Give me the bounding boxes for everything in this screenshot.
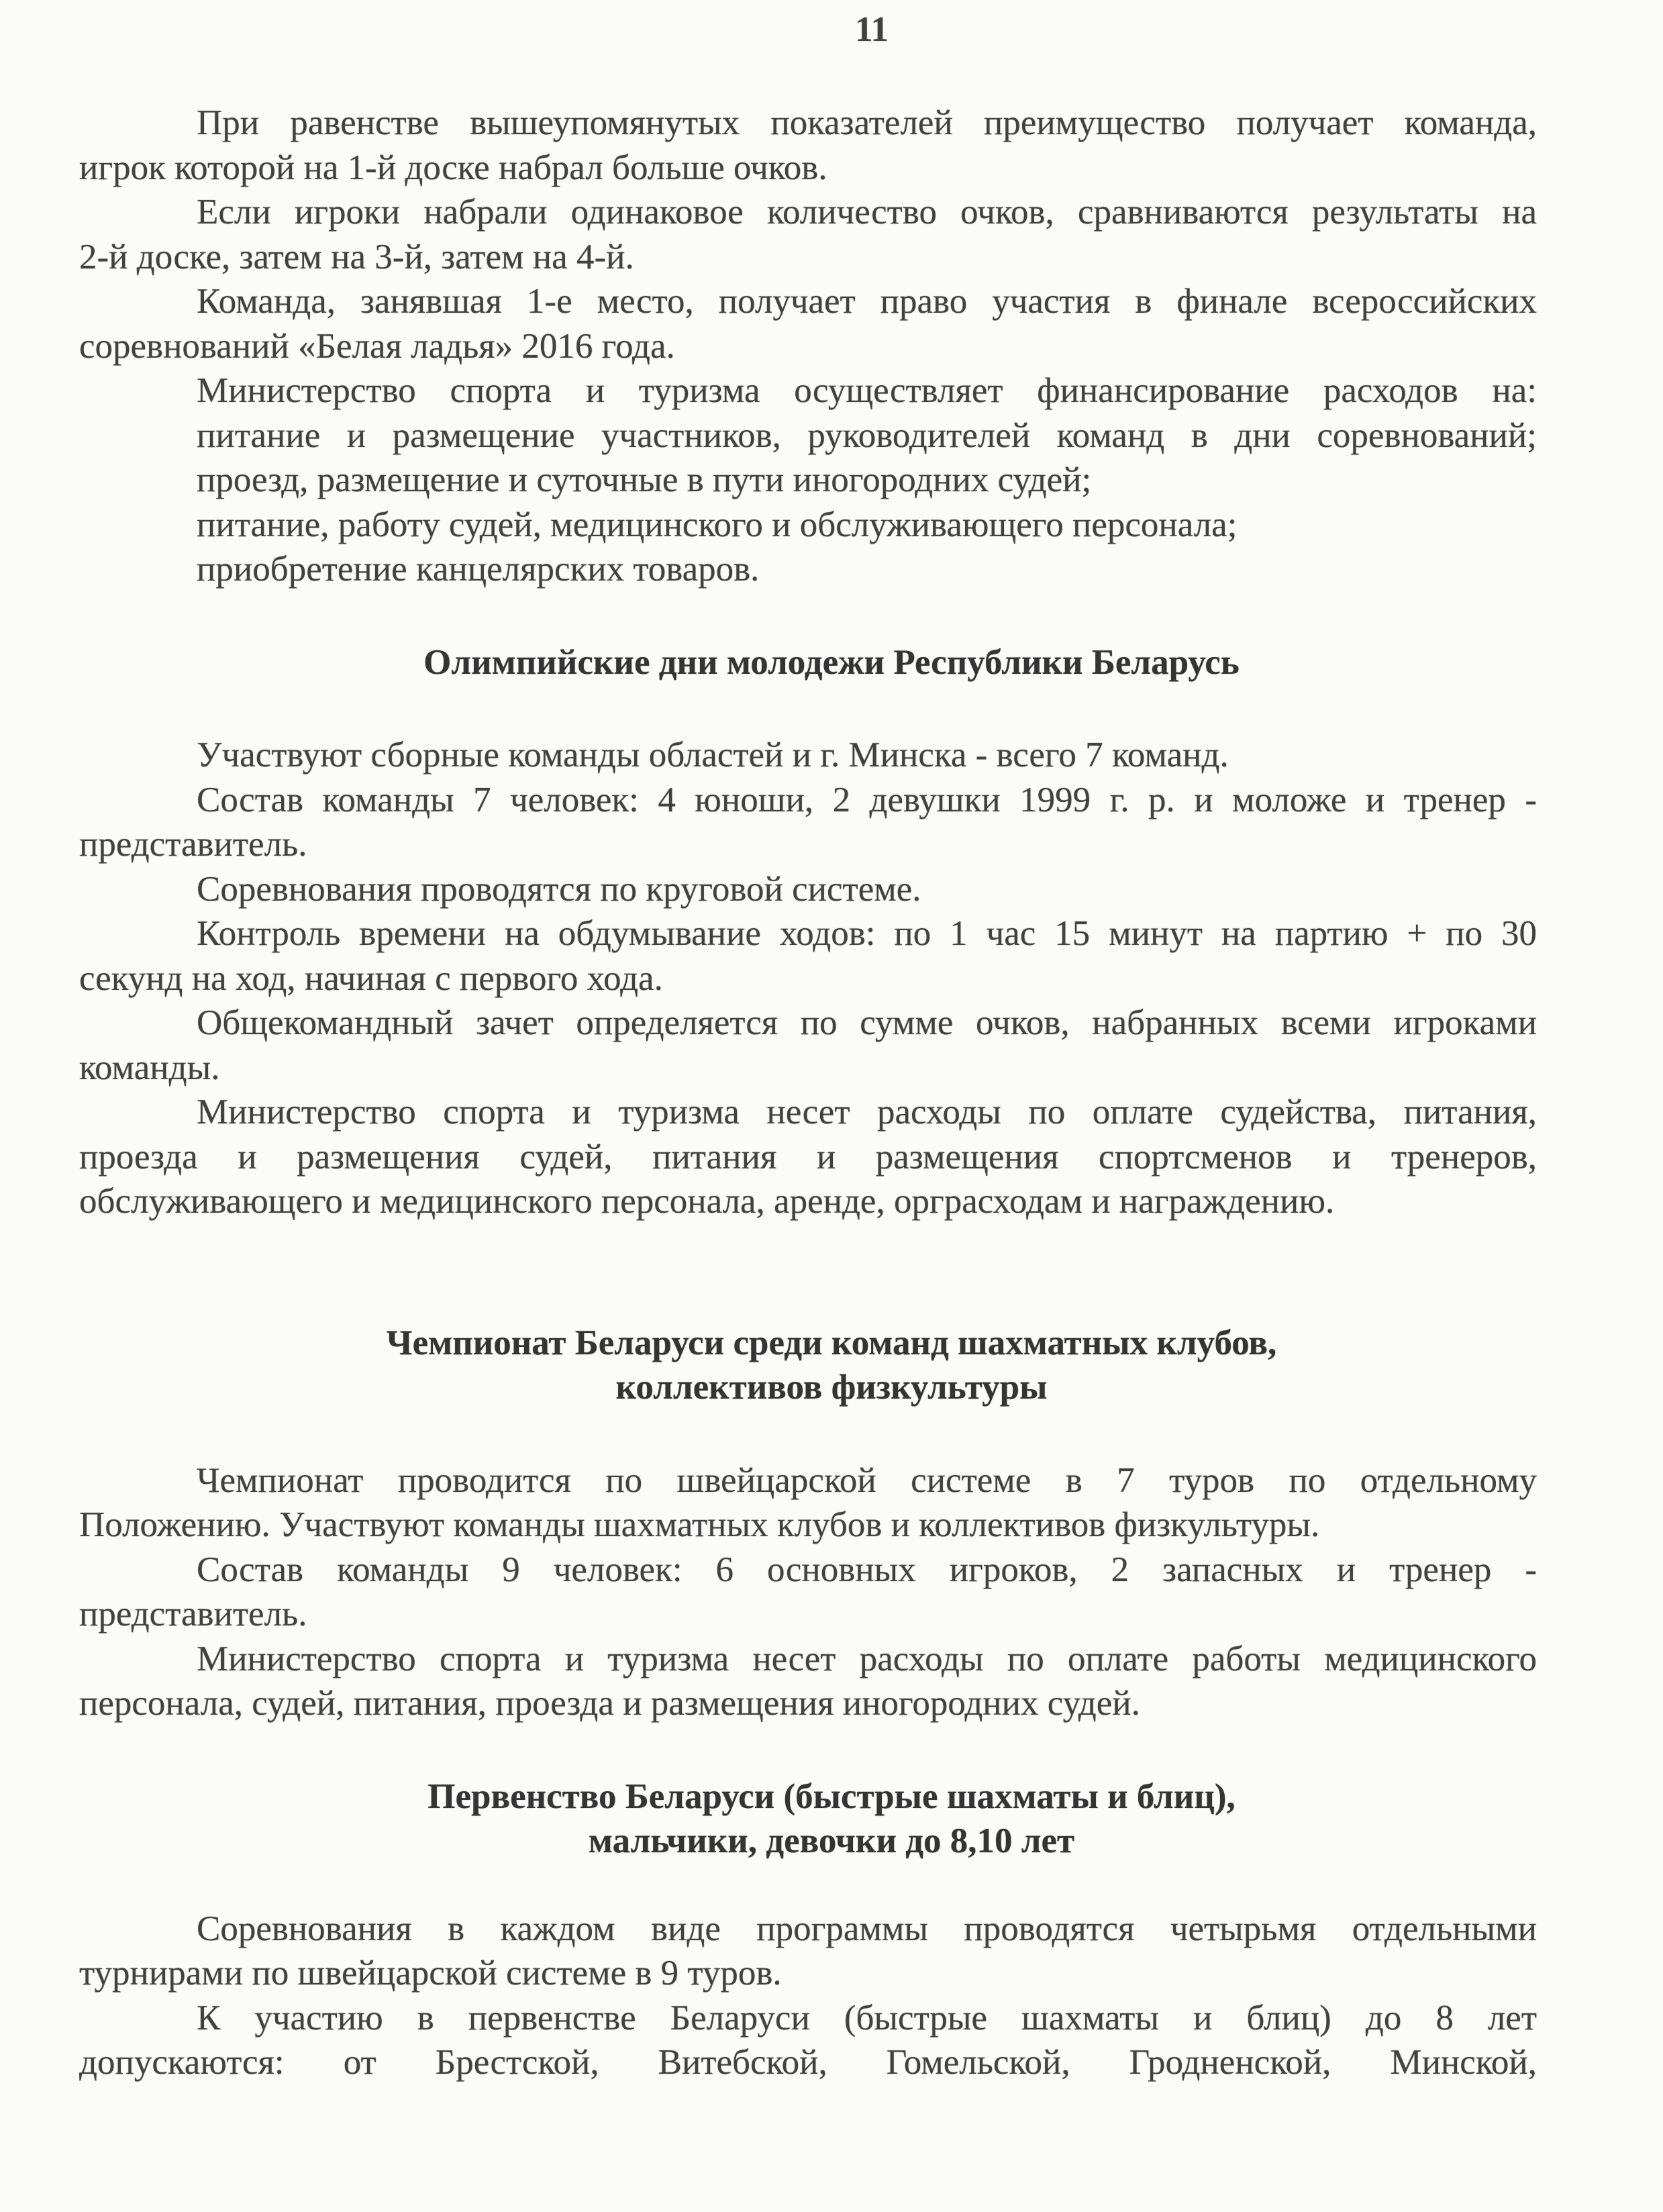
- text-line: секунд на ход, начиная с первого хода.: [79, 958, 663, 998]
- text-line: обслуживающего и медицинского персонала, аренде, орграсходам и награждению.: [79, 1182, 1335, 1221]
- text-line: Министерство спорта и туризма несет расходы по оплате судейства, питания,: [197, 1093, 1537, 1132]
- text-line: 2-й доске, затем на 3-й, затем на 4-й.: [79, 237, 634, 276]
- text-line: соревнований «Белая ладья» 2016 года.: [79, 326, 675, 366]
- vertical-gap: [79, 1410, 1537, 1458]
- text-line: команды.: [79, 1048, 220, 1087]
- text-line: питание, работу судей, медицинского и обслуживающего персонала;: [197, 505, 1238, 544]
- page-number: 11: [854, 10, 889, 49]
- text-line: Контроль времени на обдумывание ходов: по 1 час 15 минут на партию + по 30: [197, 914, 1537, 953]
- text-line: проезд, размещение и суточные в пути иногородних судей;: [197, 460, 1092, 499]
- text-line: Положению. Участвуют команды шахматных клубов и коллективов физкультуры.: [79, 1505, 1320, 1544]
- text-line: допускаются: от Брестской, Витебской, Гомельской, Гродненской, Минской,: [79, 2043, 1537, 2082]
- vertical-gap: [79, 1224, 1537, 1272]
- text-line: персонала, судей, питания, проезда и размещения иногородних судей.: [79, 1684, 1140, 1723]
- vertical-gap: [79, 1272, 1537, 1321]
- text-line: При равенстве вышеупомянутых показателей преимущество получает команда,: [197, 103, 1537, 142]
- text-line: представитель.: [79, 825, 307, 864]
- section-heading-line: Чемпионат Беларуси среди команд шахматных клубов,: [386, 1323, 1277, 1362]
- text-line: Состав команды 9 человек: 6 основных игроков, 2 запасных и тренер -: [197, 1550, 1537, 1589]
- vertical-gap: [79, 1864, 1537, 1907]
- text-line: Соревнования проводятся по круговой системе.: [197, 869, 921, 909]
- section-heading-line: коллективов физкультуры: [615, 1368, 1048, 1407]
- text-line: приобретение канцелярских товаров.: [197, 550, 760, 589]
- text-line: Состав команды 7 человек: 4 юноши, 2 девушки 1999 г. р. и моложе и тренер -: [197, 780, 1537, 819]
- text-line: Общекомандный зачет определяется по сумме очков, набранных всеми игроками: [197, 1003, 1537, 1042]
- vertical-gap: [79, 1726, 1537, 1774]
- vertical-gap: [79, 592, 1537, 640]
- section-heading-line: мальчики, девочки до 8,10 лет: [588, 1821, 1075, 1860]
- text-line: турнирами по швейцарской системе в 9 туров.: [79, 1954, 782, 1993]
- text-line: Соревнования в каждом виде программы проводятся четырьмя отдельными: [197, 1909, 1537, 1948]
- text-line: Министерство спорта и туризма несет расходы по оплате работы медицинского: [197, 1639, 1537, 1678]
- text-line: проезда и размещения судей, питания и размещения спортсменов и тренеров,: [79, 1137, 1537, 1176]
- vertical-gap: [79, 685, 1537, 733]
- text-line: Министерство спорта и туризма осуществляет финансирование расходов на:: [197, 371, 1537, 410]
- text-line: питание и размещение участников, руководителей команд в дни соревнований;: [197, 415, 1537, 455]
- text-line: Чемпионат проводится по швейцарской системе в 7 туров по отдельному: [197, 1460, 1537, 1500]
- text-line: Команда, занявшая 1-е место, получает право участия в финале всероссийских: [197, 282, 1537, 321]
- section-heading-line: Первенство Беларуси (быстрые шахматы и блиц),: [427, 1776, 1236, 1816]
- text-line: Участвуют сборные команды областей и г. Минска - всего 7 команд.: [197, 736, 1229, 774]
- text-line: игрок которой на 1-й доске набрал больше очков.: [79, 148, 827, 187]
- text-line: представитель.: [79, 1595, 307, 1633]
- document-content: [79, 101, 1537, 2085]
- section-heading-line: Олимпийские дни молодежи Республики Беларусь: [423, 642, 1240, 682]
- text-line: К участию в первенстве Беларуси (быстрые шахматы и блиц) до 8 лет: [197, 1998, 1537, 2038]
- text-line: Если игроки набрали одинаковое количество очков, сравниваются результаты на: [197, 193, 1537, 232]
